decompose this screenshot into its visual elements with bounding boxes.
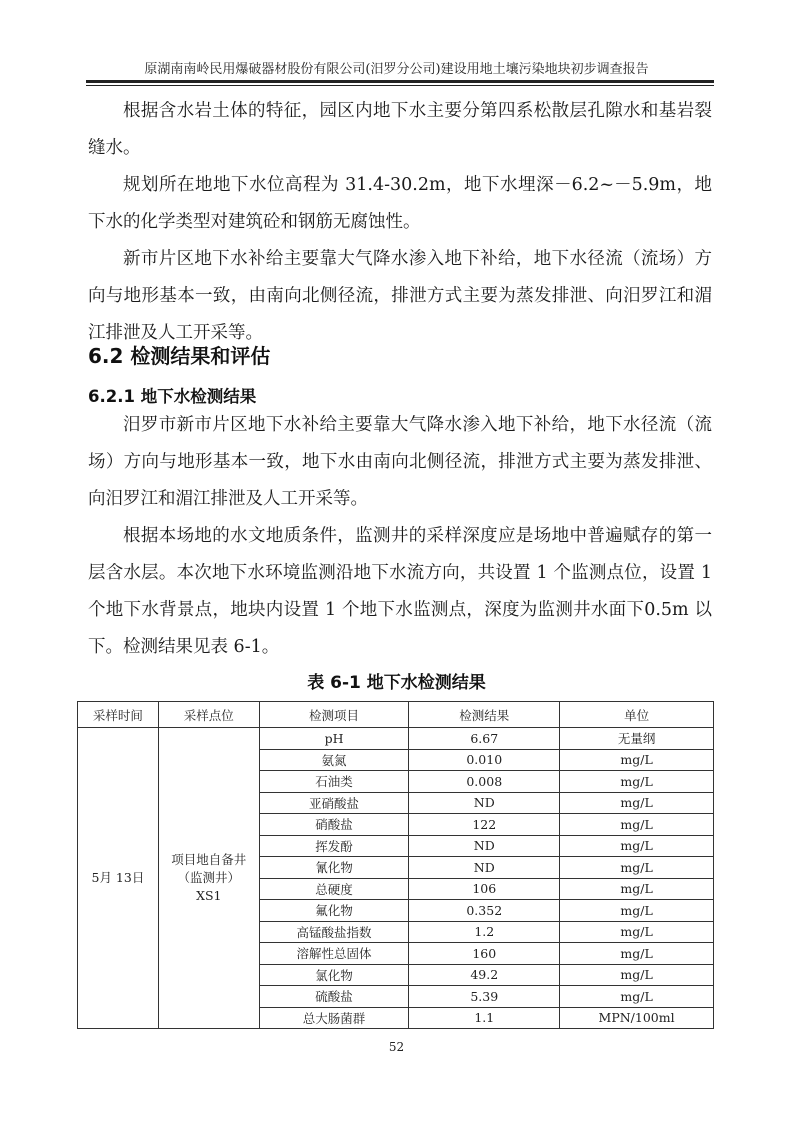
- paragraph-monitoring: 根据本场地的水文地质条件，监测井的采样深度应是场地中普遍赋存的第一层含水层。本次地下水环境监测沿地下水流方向，共设置 1 个监测点位，设置 1 个地下水背景点，地块内设置 1 个地下水监测点，深度为监测井水面下0.5m 以下。检测结果见表 6-1。: [88, 526, 712, 657]
- cell-result: 106: [409, 878, 560, 900]
- cell-result: 6.67: [409, 728, 560, 750]
- header-sampling-point: 采样点位: [158, 702, 259, 728]
- cell-unit: mg/L: [560, 943, 714, 965]
- cell-item: 高锰酸盐指数: [259, 921, 409, 943]
- cell-unit: mg/L: [560, 921, 714, 943]
- cell-result: 160: [409, 943, 560, 965]
- paragraph-water-level: 规划所在地地下水位高程为 31.4-30.2m，地下水埋深－6.2~－5.9m，地下水的化学类型对建筑砼和钢筋无腐蚀性。: [88, 175, 712, 232]
- cell-unit: mg/L: [560, 878, 714, 900]
- cell-result: 1.1: [409, 1007, 560, 1029]
- cell-result: 0.352: [409, 900, 560, 922]
- paragraph-recharge: 新市片区地下水补给主要靠大气降水渗入地下补给，地下水径流（流场）方向与地形基本一致，由南向北侧径流，排泄方式主要为蒸发排泄、向汨罗江和湄江排泄及人工开采等。: [88, 249, 712, 343]
- cell-result: 5.39: [409, 986, 560, 1008]
- header-test-result: 检测结果: [409, 702, 560, 728]
- header-rule: [86, 80, 714, 83]
- paragraph-aquifer: 根据含水岩土体的特征，园区内地下水主要分第四系松散层孔隙水和基岩裂缝水。: [88, 101, 712, 158]
- page-header-title: 原湖南南岭民用爆破器材股份有限公司(汨罗分公司)建设用地土壤污染地块初步调查报告: [144, 62, 649, 77]
- cell-item: pH: [259, 728, 409, 750]
- cell-unit: mg/L: [560, 857, 714, 879]
- cell-unit: mg/L: [560, 771, 714, 793]
- cell-item: 总硬度: [259, 878, 409, 900]
- cell-item: 氰化物: [259, 857, 409, 879]
- cell-unit: 无量纲: [560, 728, 714, 750]
- cell-result: 0.008: [409, 771, 560, 793]
- cell-unit: mg/L: [560, 792, 714, 814]
- header-sampling-time: 采样时间: [78, 702, 159, 728]
- cell-item: 硝酸盐: [259, 814, 409, 836]
- cell-sampling-point: [158, 728, 259, 1029]
- header-test-item: 检测项目: [259, 702, 409, 728]
- cell-sampling-time: 5月 13日: [78, 728, 159, 1029]
- cell-unit: mg/L: [560, 964, 714, 986]
- cell-item: 氯化物: [259, 964, 409, 986]
- section-heading: 6.2 检测结果和评估: [88, 344, 271, 368]
- cell-result: 1.2: [409, 921, 560, 943]
- cell-unit: MPN/100ml: [560, 1007, 714, 1029]
- cell-item: 挥发酚: [259, 835, 409, 857]
- cell-item: 氟化物: [259, 900, 409, 922]
- cell-unit: mg/L: [560, 986, 714, 1008]
- page-number: 52: [388, 1040, 405, 1054]
- cell-unit: mg/L: [560, 835, 714, 857]
- cell-result: 49.2: [409, 964, 560, 986]
- cell-item: 溶解性总固体: [259, 943, 409, 965]
- cell-item: 总大肠菌群: [259, 1007, 409, 1029]
- cell-item: 氨氮: [259, 749, 409, 771]
- cell-item: 硫酸盐: [259, 986, 409, 1008]
- cell-result: ND: [409, 792, 560, 814]
- cell-unit: mg/L: [560, 900, 714, 922]
- cell-item: 石油类: [259, 771, 409, 793]
- cell-result: ND: [409, 857, 560, 879]
- table-header-row: [78, 702, 714, 728]
- header-rule-thin: [86, 85, 714, 86]
- table-row: [78, 728, 714, 750]
- subsection-heading: 6.2.1 地下水检测结果: [88, 387, 257, 406]
- sampling-point-line: （监测井）: [177, 870, 241, 885]
- cell-result: 122: [409, 814, 560, 836]
- groundwater-results-table: [77, 701, 714, 1029]
- cell-unit: mg/L: [560, 814, 714, 836]
- paragraph-groundwater-flow: 汨罗市新市片区地下水补给主要靠大气降水渗入地下补给，地下水径流（流场）方向与地形基本一致，地下水由南向北侧径流，排泄方式主要为蒸发排泄、向汨罗江和湄江排泄及人工开采等。: [88, 415, 712, 509]
- table-caption: 表 6-1 地下水检测结果: [307, 673, 486, 693]
- cell-unit: mg/L: [560, 749, 714, 771]
- cell-item: 亚硝酸盐: [259, 792, 409, 814]
- sampling-point-line: XS1: [196, 888, 222, 903]
- cell-result: 0.010: [409, 749, 560, 771]
- cell-result: ND: [409, 835, 560, 857]
- header-unit: 单位: [560, 702, 714, 728]
- sampling-point-line: 项目地自备井: [171, 852, 247, 867]
